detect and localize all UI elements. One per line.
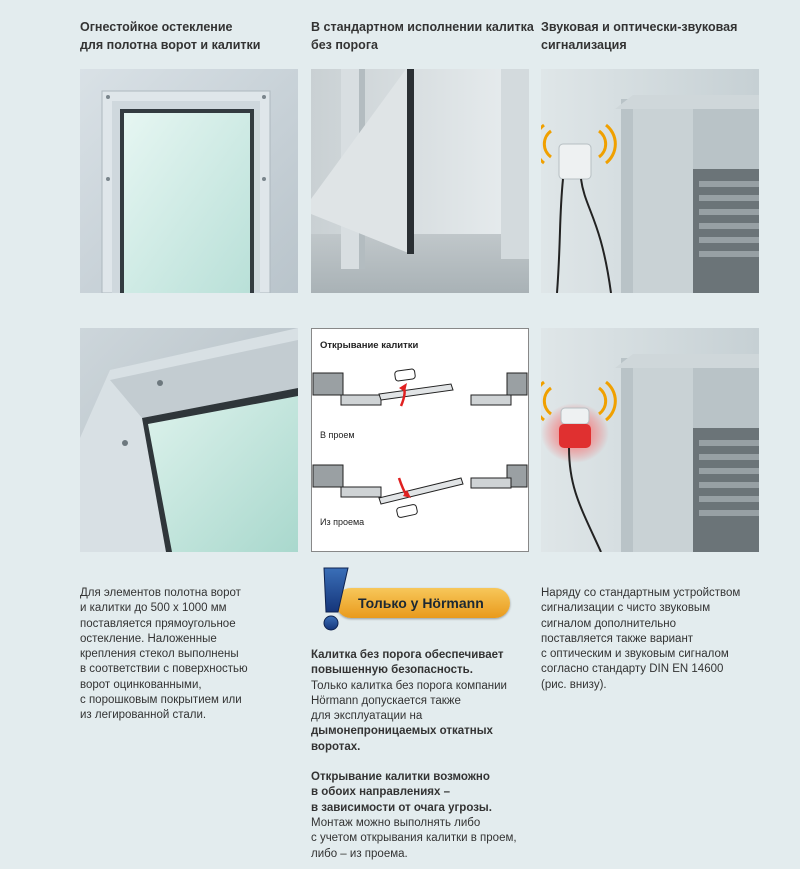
heading-threshold-free-door: В стандартном исполнении калитка без порога xyxy=(311,20,534,52)
badge-label: Только у Hörmann xyxy=(336,588,510,618)
diagram-title: Открывание калитки xyxy=(320,340,419,351)
diagram-label-inward: В проем xyxy=(320,430,355,440)
exclamation-icon xyxy=(306,566,364,632)
text-fire-glazing: Для элементов полотна ворот и калитки до 500 x 1000 мм поставляется прямоугольное остекление. Наложенные крепления стекол выполнены в соответствии с поверхностью ворот оцинкованными, с порошковым покрытием или из легированной стали. xyxy=(80,587,248,722)
heading-fire-glazing: Огнестойкое остекление для полотна ворот и калитки xyxy=(80,20,261,52)
photo-glazing-closeup xyxy=(80,328,298,552)
badge-only-hormann xyxy=(306,566,516,632)
photo-optical-acoustic-alarm xyxy=(541,328,759,552)
photo-threshold-free-door xyxy=(311,69,529,293)
heading-signaling: Звуковая и оптически-звуковая сигнализация xyxy=(541,20,738,52)
text-threshold-free-door: Калитка без порога обеспечивает повышенную безопасность. Только калитка без порога компании Hörmann допускается также для эксплуатации на дымонепроницаемых откатных воротах. Открывание калитки возможно в обоих направлениях – в зависимости от очага угрозы. Монтаж можно выполнять либо с учетом открывания калитки в проем, либо – из проема. xyxy=(311,649,517,860)
photo-acoustic-alarm xyxy=(541,69,759,293)
text-signaling: Наряду со стандартным устройством сигнализации с чисто звуковым сигналом дополнительно поставляется также вариант с оптическим и звуковым сигналом согласно стандарту DIN EN 14600 (рис. внизу). xyxy=(541,587,741,691)
diagram-label-outward: Из проема xyxy=(320,517,365,527)
photo-fire-glazing xyxy=(80,69,298,293)
